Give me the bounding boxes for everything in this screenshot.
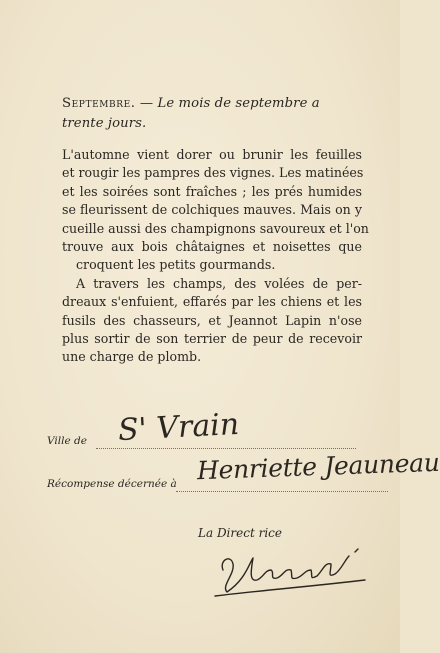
text-line: trouve aux bois châtaignes et noisettes que — [62, 239, 362, 255]
text-line: croquent les petits gourmands. — [76, 257, 276, 273]
text-line: plus sortir de son terrier de peur de recevoir — [62, 331, 362, 347]
text-line: L'automne vient dorer ou brunir les feuilles — [62, 147, 362, 162]
ville-handwritten-value: S' Vrain — [117, 406, 240, 449]
heading-subtitle: Le mois de septembre a trente jours. — [62, 96, 320, 131]
ville-dotted-line — [96, 448, 356, 449]
recompense-dotted-line — [176, 491, 388, 492]
directrice-signature — [205, 540, 375, 600]
text-line: A travers les champs, des volées de per- — [76, 275, 362, 291]
directrice-label: La Direct rice — [198, 526, 282, 540]
text-line: dreaux s'enfuient, effarés par les chiens et les — [62, 294, 362, 310]
paragraph-1 — [62, 146, 369, 275]
card-heading — [62, 94, 362, 134]
ville-label: Ville de — [47, 435, 87, 447]
heading-dash: — — [139, 96, 154, 111]
text-line: se fleurissent de colchiques mauves. Mais on y — [62, 202, 362, 218]
card-body — [62, 146, 369, 367]
text-line: cueille aussi des champignons savoureux et l'on — [62, 220, 369, 236]
recipient-handwritten-name: Henriette Jeauneau — [196, 447, 440, 486]
text-line: et les soirées sont fraîches ; les prés humides — [62, 183, 362, 199]
text-line: fusils des chasseurs, et Jeannot Lapin n'ose — [62, 312, 362, 328]
heading-month: Septembre. — [62, 96, 136, 111]
text-line: et rougir les pampres des vignes. Les matinées — [62, 165, 364, 181]
recompense-label: Récompense décernée à — [47, 478, 177, 490]
text-line: une charge de plomb. — [62, 349, 202, 365]
paragraph-2 — [62, 275, 362, 367]
